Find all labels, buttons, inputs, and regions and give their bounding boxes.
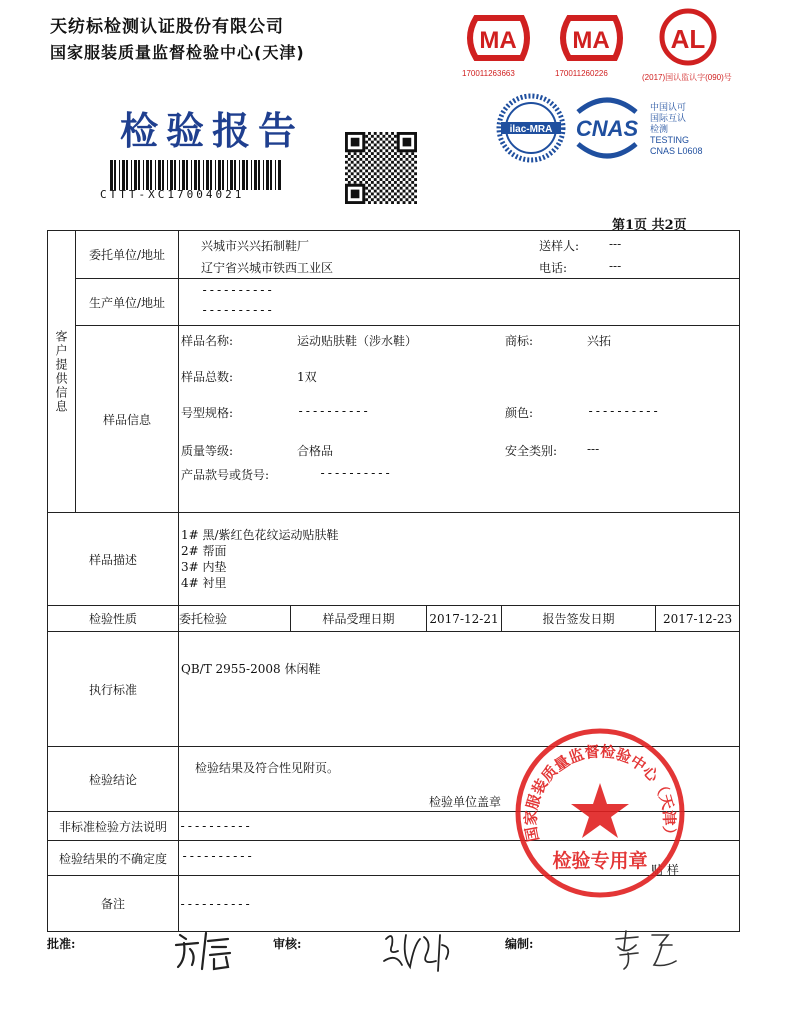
seal-label: 检验单位盖章 [429, 795, 502, 809]
cnas-text-line: CNAS L0608 [650, 146, 703, 156]
article-value: ---------- [319, 466, 392, 480]
org-name-line1: 天纺标检测认证股份有限公司 [50, 17, 284, 37]
grade-label: 质量等级: [181, 444, 234, 458]
sample-name: 运动贴肤鞋（涉水鞋） [297, 334, 418, 348]
compile-label: 编制: [505, 937, 534, 951]
safety-value: --- [587, 442, 600, 456]
cnas-text [650, 102, 703, 157]
received-label: 样品受理日期 [291, 606, 427, 632]
compile-signature [610, 925, 690, 977]
conclusion-value: 检验结果及符合性见附页。 [195, 761, 340, 775]
standard-value: QB/T 2955-2008 休闲鞋 [181, 662, 321, 676]
svg-text:国家服装质量监督检验中心（天津）: 国家服装质量监督检验中心（天津） [521, 742, 679, 844]
sender-value: --- [609, 237, 622, 251]
inspection-seal [512, 725, 688, 901]
remark-label: 备注 [48, 876, 179, 932]
producer-label: 生产单位/地址 [76, 279, 179, 326]
svg-text:ilac-MRA: ilac-MRA [509, 124, 553, 135]
phone-label: 电话: [539, 261, 568, 275]
sample-desc-cell [179, 513, 740, 606]
sample-desc-line: 4# 衬里 [181, 576, 227, 590]
model-label: 号型规格: [181, 406, 234, 420]
cma-logo-icon [462, 10, 534, 65]
svg-text:CNAS: CNAS [575, 116, 639, 141]
star-icon [571, 783, 629, 838]
sample-total-label: 样品总数: [181, 370, 234, 384]
cma-mark-2 [555, 10, 627, 78]
uncert-label: 检验结果的不确定度 [48, 841, 179, 876]
sample-total: 1双 [297, 370, 317, 384]
sample-name-label: 样品名称: [181, 334, 234, 348]
producer-cell [179, 279, 740, 326]
article-label: 产品款号或货号: [181, 468, 270, 482]
cal-mark [642, 6, 732, 83]
sample-desc-line: 3# 内垫 [181, 560, 227, 574]
sender-label: 送样人: [539, 239, 580, 253]
sample-desc-line: 1# 黑/紫红色花纹运动贴肤鞋 [181, 528, 339, 542]
brand-value: 兴拓 [587, 334, 612, 348]
client-info-section [48, 231, 76, 513]
page-info: 第1页 共2页 [612, 218, 687, 233]
brand-label: 商标: [505, 334, 534, 348]
cnas-text-line: 检测 [650, 124, 669, 134]
sticker-label: 贴 样 [651, 863, 679, 877]
approve-label: 批准: [47, 937, 76, 951]
sample-info-cell [179, 326, 740, 513]
review-label: 审核: [273, 937, 302, 951]
cma-logo-icon [555, 10, 627, 65]
signature-image-icon [380, 925, 460, 975]
cnas-mark [570, 92, 644, 168]
remark-value: ---------- [179, 876, 740, 932]
standard-label: 执行标准 [48, 632, 179, 747]
entrust-address: 辽宁省兴城市铁西工业区 [201, 261, 334, 275]
nonstd-value: ---------- [179, 812, 740, 841]
client-info-label: 客户提供信息 [54, 329, 68, 414]
entrust-label: 委托单位/地址 [76, 231, 179, 279]
nature-label: 检验性质 [48, 606, 179, 632]
ilac-logo-icon [495, 92, 567, 164]
review-signature [380, 925, 460, 979]
entrust-cell [179, 231, 740, 279]
cal-number: (2017)国认监认字(090)号 [642, 73, 732, 82]
signature-image-icon [610, 925, 690, 973]
issue-date: 2017-12-23 [656, 606, 740, 632]
svg-text:MA: MA [479, 27, 517, 54]
signature-image-icon [172, 925, 242, 973]
barcode [110, 160, 282, 190]
report-code: CTTT-XC17004021 [100, 188, 245, 201]
issue-label: 报告签发日期 [502, 606, 656, 632]
sample-info-label: 样品信息 [76, 326, 179, 513]
cnas-text-line: 国际互认 [650, 113, 687, 123]
qr-code [345, 132, 417, 204]
svg-text:AL: AL [670, 24, 706, 54]
color-label: 颜色: [505, 406, 534, 420]
ilac-mra-mark [495, 92, 567, 168]
nature-value: 委托检验 [179, 606, 291, 632]
cnas-text-line: TESTING [650, 135, 690, 145]
color-value: ---------- [587, 404, 660, 418]
received-date: 2017-12-21 [427, 606, 502, 632]
cma-number-1: 170011263663 [462, 69, 515, 78]
cma-mark-1 [462, 10, 534, 78]
entrust-name: 兴城市兴兴拓制鞋厂 [201, 239, 310, 253]
producer-line1: ---------- [201, 283, 274, 297]
report-title: 检验报告 [120, 108, 305, 153]
conclusion-label: 检验结论 [48, 747, 179, 812]
phone-value: --- [609, 259, 622, 273]
sample-desc-line: 2# 帮面 [181, 544, 227, 558]
model-value: ---------- [297, 404, 370, 418]
uncert-value: ---------- [181, 849, 254, 863]
cma-number-2: 170011260226 [555, 69, 608, 78]
org-name-line2: 国家服装质量监督检验中心(天津) [50, 43, 305, 62]
nonstd-label: 非标准检验方法说明 [48, 812, 179, 841]
svg-text:检验专用章: 检验专用章 [552, 850, 648, 872]
sample-desc-label: 样品描述 [48, 513, 179, 606]
approve-signature [172, 925, 242, 977]
producer-line2: ---------- [201, 303, 274, 317]
cal-logo-icon [648, 6, 728, 68]
safety-label: 安全类别: [505, 444, 558, 458]
cnas-logo-icon [570, 92, 644, 164]
svg-text:MA: MA [572, 27, 610, 54]
grade-value: 合格品 [297, 444, 334, 458]
cnas-text-line: 中国认可 [650, 102, 687, 112]
